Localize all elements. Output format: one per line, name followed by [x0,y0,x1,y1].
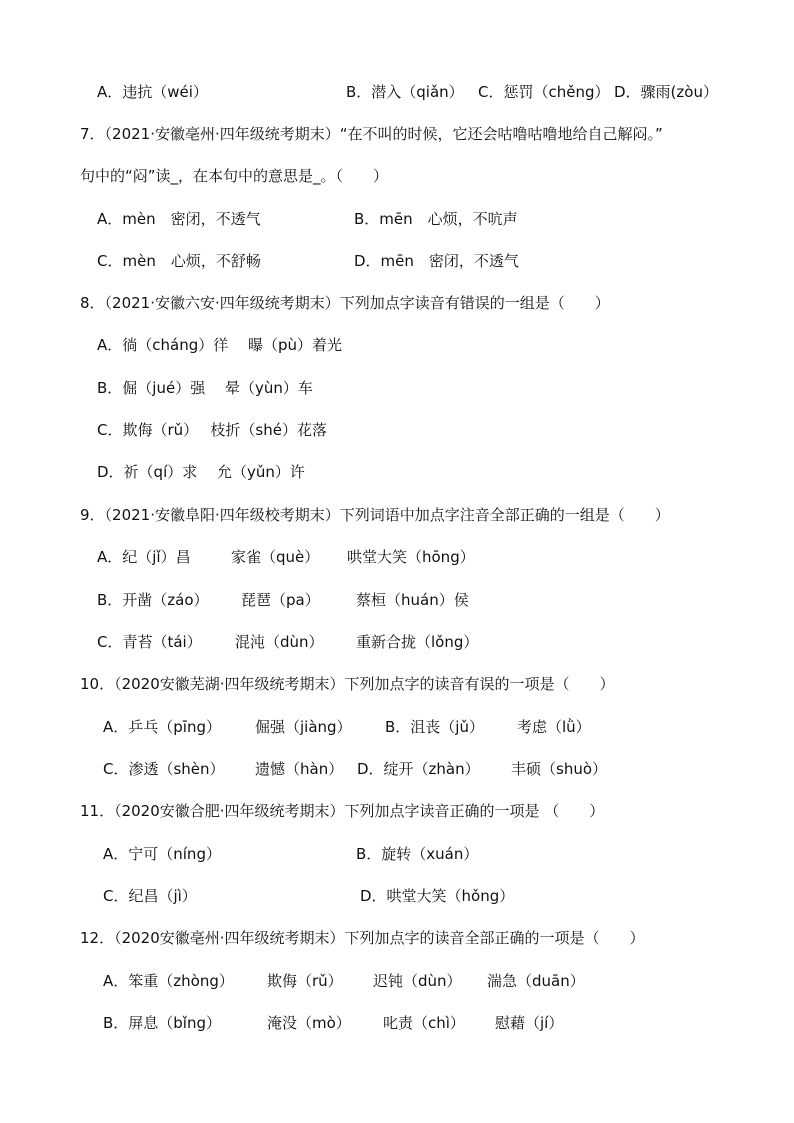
q11-option-d: D．哄堂大笑（hǒng） [360,887,515,905]
question-10-stem: 10．（2020安徽芜湖·四年级统考期末）下列加点字的读音有误的一项是（ ） [80,675,615,693]
q12-option-a-3: 迟钝（dùn） [373,972,462,990]
q12-option-a-4: 湍急（duān） [487,972,585,990]
q9-option-c-1: C．青苔（tái） [97,633,202,651]
question-7-stem: 7．（2021·安徽亳州·四年级统考期末）“在不叫的时候，它还会咕噜咕噜地给自己解闷。” [80,125,663,143]
q9-option-a-2: 家雀（què） [231,548,320,566]
q9-option-b-3: 蔡桓（huán）侯 [356,591,469,609]
question-7-stem-cont: 句中的“闷”读_，在本句中的意思是_。（ ） [80,167,389,185]
q12-option-a-2: 欺侮（rǔ） [267,972,343,990]
q7-option-a: A．mèn 密闭，不透气 [97,210,261,228]
q10-option-d-2: 丰硕（shuò） [511,760,608,778]
q9-option-a-3: 哄堂大笑（hōng） [347,548,475,566]
question-11-stem: 11．（2020安徽合肥·四年级统考期末）下列加点字读音正确的一项是 （ ） [80,802,605,820]
q10-option-a-1: A．乒乓（pīng） [103,718,221,736]
q10-option-d-1: D．绽开（zhàn） [357,760,480,778]
q10-option-b-2: 考虑（lǜ） [517,718,591,736]
q10-option-b-1: B．沮丧（jǔ） [385,718,484,736]
q10-option-c-1: C．渗透（shèn） [103,760,225,778]
option-a: A．违抗（wéi） [97,83,208,101]
q8-option-b: B．倔（jué）强 晕（yùn）车 [97,379,313,397]
q7-option-d: D．mēn 密闭，不透气 [354,252,519,270]
q9-option-c-2: 混沌（dùn） [235,633,324,651]
q11-option-c: C．纪昌（jì） [103,887,197,905]
q12-option-b-2: 淹没（mò） [267,1014,351,1032]
option-c: C．惩罚（chěng） [478,83,610,101]
q9-option-b-1: B．开凿（záo） [97,591,209,609]
q12-option-a-1: A．笨重（zhòng） [103,972,234,990]
question-12-stem: 12．（2020安徽亳州·四年级统考期末）下列加点字的读音全部正确的一项是（ ） [80,929,645,947]
q12-option-b-1: B．屏息（bǐng） [103,1014,222,1032]
q8-option-a: A．徜（cháng）徉 曝（pù）着光 [97,336,343,354]
q9-option-c-3: 重新合拢（lǒng） [356,633,479,651]
q8-option-d: D．祈（qí）求 允（yǔn）许 [97,463,305,481]
question-8-stem: 8．（2021·安徽六安·四年级统考期末）下列加点字读音有错误的一组是（ ） [80,294,610,312]
q10-option-a-2: 倔强（jiàng） [255,718,352,736]
q11-option-b: B．旋转（xuán） [356,845,479,863]
q8-option-c: C．欺侮（rǔ） 枝折（shé）花落 [97,421,327,439]
q10-option-c-2: 遗憾（hàn） [255,760,344,778]
q12-option-b-4: 慰藉（jí） [495,1014,564,1032]
q12-option-b-3: 叱责（chì） [383,1014,465,1032]
q9-option-a-1: A．纪（jǐ）昌 [97,548,191,566]
q7-option-b: B．mēn 心烦，不吭声 [354,210,518,228]
option-b: B．潜入（qiǎn） [346,83,464,101]
q9-option-b-2: 琵琶（pa） [241,591,320,609]
q7-option-c: C．mèn 心烦，不舒畅 [97,252,261,270]
option-d: D．骤雨(zòu） [614,83,718,101]
q11-option-a: A．宁可（níng） [103,845,221,863]
question-9-stem: 9．（2021·安徽阜阳·四年级校考期末）下列词语中加点字注音全部正确的一组是（ ） [80,506,670,524]
